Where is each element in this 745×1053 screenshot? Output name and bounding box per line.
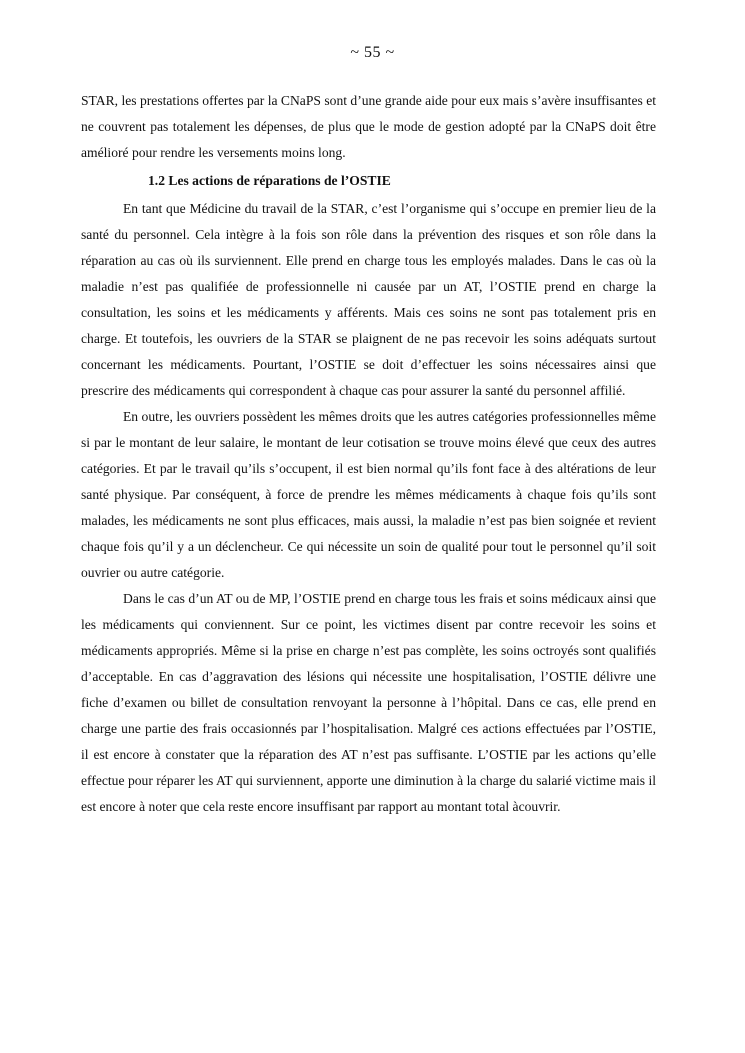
body-paragraph: En tant que Médicine du travail de la STAR, c’est l’organisme qui s’occupe en premier lieu de la santé du personnel. Cela intègre à la fois son rôle dans la prévention des risques et son rôle dans la réparation au cas où ils surviennent. Elle prend en charge tous les employés malades. Dans le cas où la maladie n’est pas qualifiée de professionnelle ni causée par un AT, l’OSTIE prend en charge la consultation, les soins et les médicaments y afférents. Mais ces soins ne sont pas totalement pris en charge. Et toutefois, les ouvriers de la STAR se plaignent de ne pas recevoir les soins adéquats surtout concernant les médicaments. Pourtant, l’OSTIE se doit d’effectuer les soins nécessaires ainsi que prescrire des médicaments qui correspondent à chaque cas pour assurer la santé du personnel affilié. [81, 201, 656, 398]
section-heading: 1.2 Les actions de réparations de l’OSTIE [148, 173, 391, 188]
body-paragraph: En outre, les ouvriers possèdent les mêmes droits que les autres catégories professionnelles même si par le montant de leur salaire, le montant de leur cotisation se trouve moins élevé que ceux des autres catégories. Et par le travail qu’ils s’occupent, il est bien normal qu’ils font face à des altérations de leur santé physique. Par conséquent, à force de prendre les mêmes médicaments à chaque fois qu’ils sont malades, les médicaments ne sont plus efficaces, mais aussi, la maladie n’est pas bien soignée et revient chaque fois qu’il y a un déclencheur. Ce qui nécessite un soin de qualité pour tout le personnel qu’il soit ouvrier ou autre catégorie. [81, 409, 656, 580]
body-paragraph: Dans le cas d’un AT ou de MP, l’OSTIE prend en charge tous les frais et soins médicaux ainsi que les médicaments qui conviennent. Sur ce point, les victimes disent par contre recevoir les soins et médicaments appropriés. Même si la prise en charge n’est pas complète, les soins octroyés sont qualifiés d’acceptable. En cas d’aggravation des lésions qui nécessite une hospitalisation, l’OSTIE délivre une fiche d’examen ou billet de consultation renvoyant la personne à l’hôpital. Dans ce cas, elle prend en charge une partie des frais occasionnés par l’hospitalisation. Malgré ces actions effectuées par l’OSTIE, il est encore à constater que la réparation des AT n’est pas suffisante. L’OSTIE par les actions qu’elle effectue pour réparer les AT qui surviennent, apporte une diminution à la charge du salarié victime mais il est encore à noter que cela reste encore insuffisant par rapport au montant total àcouvrir. [81, 591, 656, 814]
page-number: ~ 55 ~ [350, 44, 395, 61]
page-body [81, 88, 656, 820]
opening-paragraph: STAR, les prestations offertes par la CNaPS sont d’une grande aide pour eux mais s’avère insuffisantes et ne couvrent pas totalement les dépenses, de plus que le mode de gestion adopté par la CNaPS doit être amélioré pour rendre les versements moins long. [81, 93, 656, 160]
